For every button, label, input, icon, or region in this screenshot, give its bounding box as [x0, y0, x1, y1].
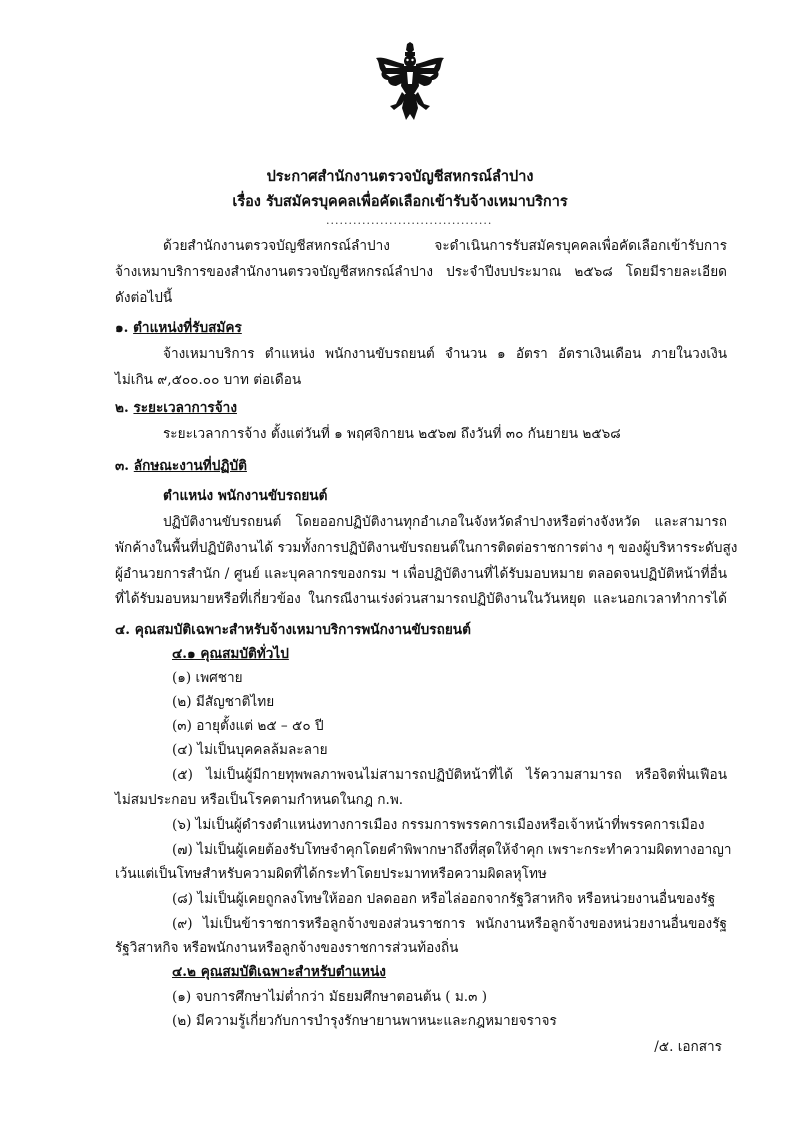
section-1-line-2: ไม่เกิน ๙,๕๐๐.๐๐ บาท ต่อเดือน — [115, 372, 302, 388]
section-3-line-2: พักค้างในพื้นที่ปฏิบัติงานได้ รวมทั้งการปฏิบัติงานขับรถยนต์ในการติดต่อราชการต่าง ๆ ของผู้บริหารระดับสูง — [115, 540, 738, 556]
section-3-line-3: ผู้อำนวยการสำนัก / ศูนย์ และบุคลากรของกรม ฯ เพื่อปฏิบัติงานที่ได้รับมอบหมาย ตลอดจนปฏิบัติหน้าที่อื่น — [115, 566, 727, 582]
intro-line-3: ดังต่อไปนี้ — [115, 290, 173, 306]
continued-marker: /๕. เอกสาร — [654, 1039, 722, 1055]
qual-item-5-line-1: (๕) ไม่เป็นผู้มีกายทุพพลภาพจนไม่สามารถปฏิบัติหน้าที่ได้ ไร้ความสามารถ หรือจิตฟั่นเฟือน — [172, 767, 727, 783]
intro-line-2: จ้างเหมาบริการของสำนักงานตรวจบัญชีสหกรณ์ลำปาง ประจำปีงบประมาณ ๒๕๖๘ โดยมีรายละเอียด — [115, 264, 727, 280]
announcement-subject: เรื่อง รับสมัครบุคคลเพื่อคัดเลือกเข้ารับจ้างเหมาบริการ — [232, 193, 568, 210]
section-4-heading: ๔. คุณสมบัติเฉพาะสำหรับจ้างเหมาบริการพนักงานขับรถยนต์ — [115, 622, 471, 638]
qual-item-4: (๔) ไม่เป็นบุคคลล้มละลาย — [172, 742, 328, 758]
intro-line-1: ด้วยสำนักงานตรวจบัญชีสหกรณ์ลำปาง จะดำเนินการรับสมัครบุคคลเพื่อคัดเลือกเข้ารับการ — [163, 238, 727, 254]
section-2-number: ๒. — [115, 400, 129, 416]
section-3-number: ๓. — [115, 458, 130, 474]
section-1-line-1: จ้างเหมาบริการ ตำแหน่ง พนักงานขับรถยนต์ จำนวน ๑ อัตรา อัตราเงินเดือน ภายในวงเงิน — [163, 346, 727, 362]
section-3-heading — [115, 456, 727, 476]
qual-item-6: (๖) ไม่เป็นผู้ดำรงตำแหน่งทางการเมือง กรรมการพรรคการเมืองหรือเจ้าหน้าที่พรรคการเมือง — [172, 817, 705, 833]
section-1-number: ๑. — [115, 320, 129, 336]
garuda-emblem-icon — [374, 42, 446, 122]
qual-item-9-line-2: รัฐวิสาหกิจ หรือพนักงานหรือลูกจ้างของราชการส่วนท้องถิ่น — [115, 940, 459, 956]
section-2-heading — [115, 398, 727, 418]
spec-item-2: (๒) มีความรู้เกี่ยวกับการบำรุงรักษายานพาหนะและกฎหมายจราจร — [172, 1013, 557, 1029]
section-1-heading — [115, 318, 727, 338]
announcement-title: ประกาศสำนักงานตรวจบัญชีสหกรณ์ลำปาง — [266, 168, 534, 185]
qual-item-7-line-2: เว้นแต่เป็นโทษสำหรับความผิดที่ได้กระทำโดยประมาทหรือความผิดลหุโทษ — [115, 866, 547, 882]
qual-item-5-line-2: ไม่สมประกอบ หรือเป็นโรคตามกำหนดในกฎ ก.พ. — [115, 792, 404, 808]
section-3-line-1: ปฏิบัติงานขับรถยนต์ โดยออกปฏิบัติงานทุกอำเภอในจังหวัดลำปางหรือต่างจังหวัด และสามารถ — [163, 514, 727, 530]
spec-item-1: (๑) จบการศึกษาไม่ต่ำกว่า มัธยมศึกษาตอนต้น ( ม.๓ ) — [172, 989, 488, 1005]
section-4-2-heading: ๔.๒ คุณสมบัติเฉพาะสำหรับตำแหน่ง — [172, 964, 386, 980]
section-3-position: ตำแหน่ง พนักงานขับรถยนต์ — [163, 488, 328, 504]
section-4-1-heading: ๔.๑ คุณสมบัติทั่วไป — [172, 646, 289, 662]
qual-item-8: (๘) ไม่เป็นผู้เคยถูกลงโทษให้ออก ปลดออก หรือไล่ออกจากรัฐวิสาหกิจ หรือหน่วยงานอื่นของรัฐ — [172, 891, 716, 907]
qual-item-7-line-1: (๗) ไม่เป็นผู้เคยต้องรับโทษจำคุกโดยคำพิพากษาถึงที่สุดให้จำคุก เพราะกระทำความผิดทางอาญา — [172, 842, 732, 858]
qual-item-3: (๓) อายุตั้งแต่ ๒๕ – ๕๐ ปี — [172, 718, 324, 734]
qual-item-2: (๒) มีสัญชาติไทย — [172, 694, 275, 710]
qual-item-9-line-1: (๙) ไม่เป็นข้าราชการหรือลูกจ้างของส่วนราชการ พนักงานหรือลูกจ้างของหน่วยงานอื่นของรัฐ — [172, 916, 727, 932]
section-2-title: ระยะเวลาการจ้าง — [133, 400, 237, 416]
qual-item-1: (๑) เพศชาย — [172, 670, 243, 686]
section-3-line-4: ที่ได้รับมอบหมายหรือที่เกี่ยวข้อง ในกรณีงานเร่งด่วนสามารถปฏิบัติงานในวันหยุด และนอกเวลาทำการได้ — [115, 591, 727, 607]
section-3-title: ลักษณะงานที่ปฏิบัติ — [133, 458, 247, 474]
section-1-title: ตำแหน่งที่รับสมัคร — [133, 320, 242, 336]
title-separator: ..................................... — [326, 214, 493, 227]
section-2-line-1: ระยะเวลาการจ้าง ตั้งแต่วันที่ ๑ พฤศจิกายน ๒๕๖๗ ถึงวันที่ ๓๐ กันยายน ๒๕๖๘ — [163, 426, 621, 442]
